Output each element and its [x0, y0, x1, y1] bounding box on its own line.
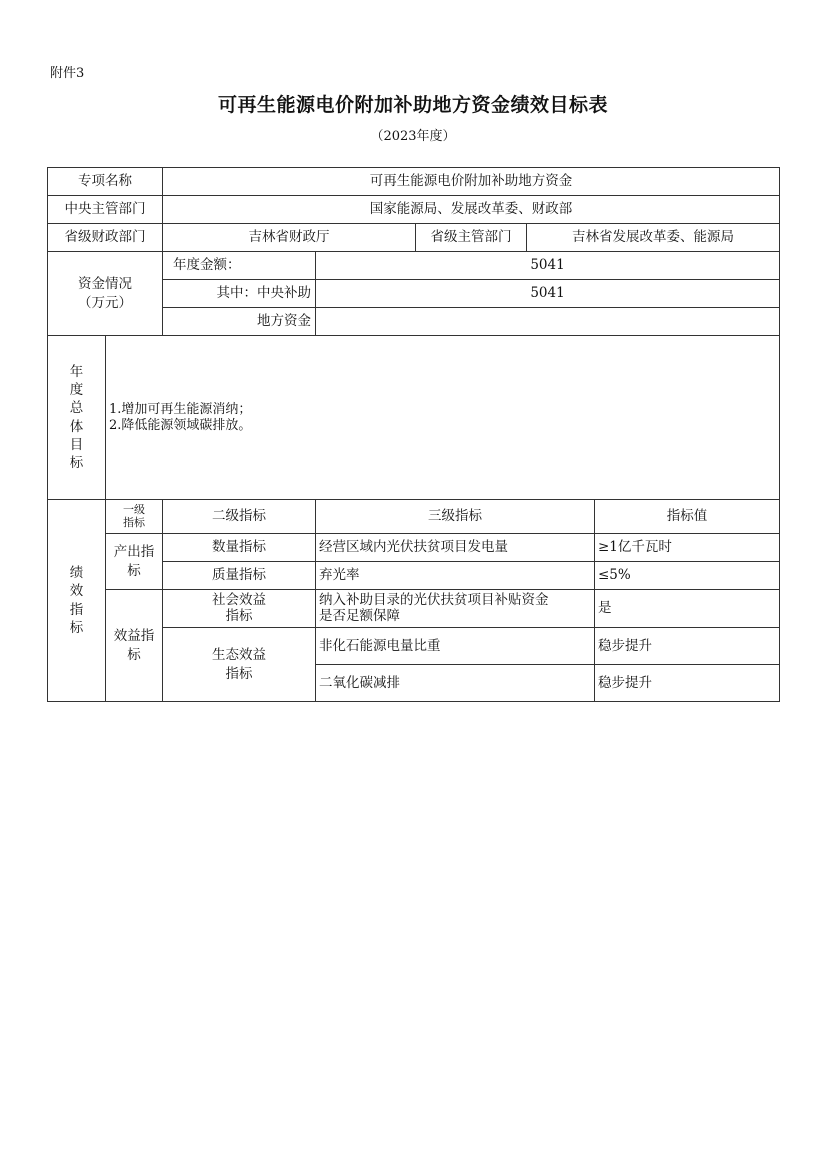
level2-social-line1: 社会效益: [212, 591, 266, 608]
attachment-label: 附件3: [50, 66, 85, 81]
local-funds-value: [315, 307, 780, 336]
annual-goals-content: [105, 335, 780, 500]
level3-generation: 经营区域内光伏扶贫项目发电量: [315, 533, 595, 562]
page-title: 可再生能源电价附加补助地方资金绩效目标表: [217, 94, 608, 116]
level3-nonfossil-share: 非化石能源电量比重: [315, 627, 595, 665]
goal-item: 2.降低能源领域碳排放。: [109, 417, 252, 433]
level1-output-line1: 产出指: [113, 544, 155, 561]
goal-label-char: 体: [69, 418, 84, 435]
level2-header: 二级指标: [162, 499, 316, 534]
level2-ecological: [162, 627, 316, 702]
perf-label-char: 指: [69, 601, 84, 618]
project-name-label: 专项名称: [47, 167, 163, 196]
value-nonfossil-share: 稳步提升: [594, 627, 780, 665]
perf-label-char: 标: [69, 619, 84, 636]
central-dept-label: 中央主管部门: [47, 195, 163, 224]
annual-goals-label: [47, 335, 106, 500]
level3-curtailment: 弃光率: [315, 561, 595, 590]
level2-social-line2: 指标: [225, 607, 253, 624]
performance-label: [47, 499, 106, 702]
level3-co2-reduction: 二氧化碳减排: [315, 664, 595, 702]
goal-label-char: 目: [69, 436, 84, 453]
funding-label: [47, 251, 163, 336]
level3-subsidy-guarantee: [315, 589, 595, 628]
value-generation: ≥1亿千瓦时: [594, 533, 780, 562]
funding-label-line2: （万元）: [78, 294, 132, 311]
value-header: 指标值: [594, 499, 780, 534]
level3-subsidy-line2: 是否足额保障: [319, 607, 400, 624]
prov-finance-value: 吉林省财政厅: [162, 223, 416, 252]
annual-amount-value: 5041: [315, 251, 780, 280]
level3-header: 三级指标: [315, 499, 595, 534]
perf-label-char: 绩: [69, 565, 84, 582]
level1-benefit-line1: 效益指: [113, 628, 155, 645]
central-dept-value: 国家能源局、发展改革委、财政部: [162, 195, 780, 224]
level2-quality: 质量指标: [162, 561, 316, 590]
level2-social: [162, 589, 316, 628]
goal-label-char: 年: [69, 363, 84, 380]
perf-label-char: 效: [69, 583, 84, 600]
funding-label-line1: 资金情况: [78, 276, 132, 293]
prov-dept-value: 吉林省发展改革委、能源局: [526, 223, 780, 252]
level1-benefit: [105, 589, 163, 702]
level1-benefit-line2: 标: [127, 646, 141, 663]
central-subsidy-label: 其中：中央补助: [162, 279, 316, 308]
level1-header-line2: 指标: [123, 515, 145, 529]
goal-item: 1.增加可再生能源消纳；: [109, 401, 252, 417]
project-name-value: 可再生能源电价附加补助地方资金: [162, 167, 780, 196]
level1-header: [105, 499, 163, 534]
goal-label-char: 标: [69, 454, 84, 471]
prov-finance-label: 省级财政部门: [47, 223, 163, 252]
level2-quantity: 数量指标: [162, 533, 316, 562]
level3-subsidy-line1: 纳入补助目录的光伏扶贫项目补贴资金: [319, 591, 549, 608]
value-co2-reduction: 稳步提升: [594, 664, 780, 702]
level2-eco-line2: 指标: [225, 665, 253, 682]
level1-output: [105, 533, 163, 590]
local-funds-label: 地方资金: [162, 307, 316, 336]
central-subsidy-value: 5041: [315, 279, 780, 308]
page-subtitle: （2023年度）: [370, 129, 456, 144]
level1-header-line1: 一级: [123, 502, 145, 516]
goal-label-char: 度: [69, 382, 84, 399]
level1-output-line2: 标: [127, 562, 141, 579]
goal-label-char: 总: [69, 400, 84, 417]
value-subsidy-guarantee: 是: [594, 589, 780, 628]
prov-dept-label: 省级主管部门: [415, 223, 527, 252]
value-curtailment: ≤5%: [594, 561, 780, 590]
level2-eco-line1: 生态效益: [212, 647, 266, 664]
annual-amount-label: 年度金额：: [162, 251, 316, 280]
